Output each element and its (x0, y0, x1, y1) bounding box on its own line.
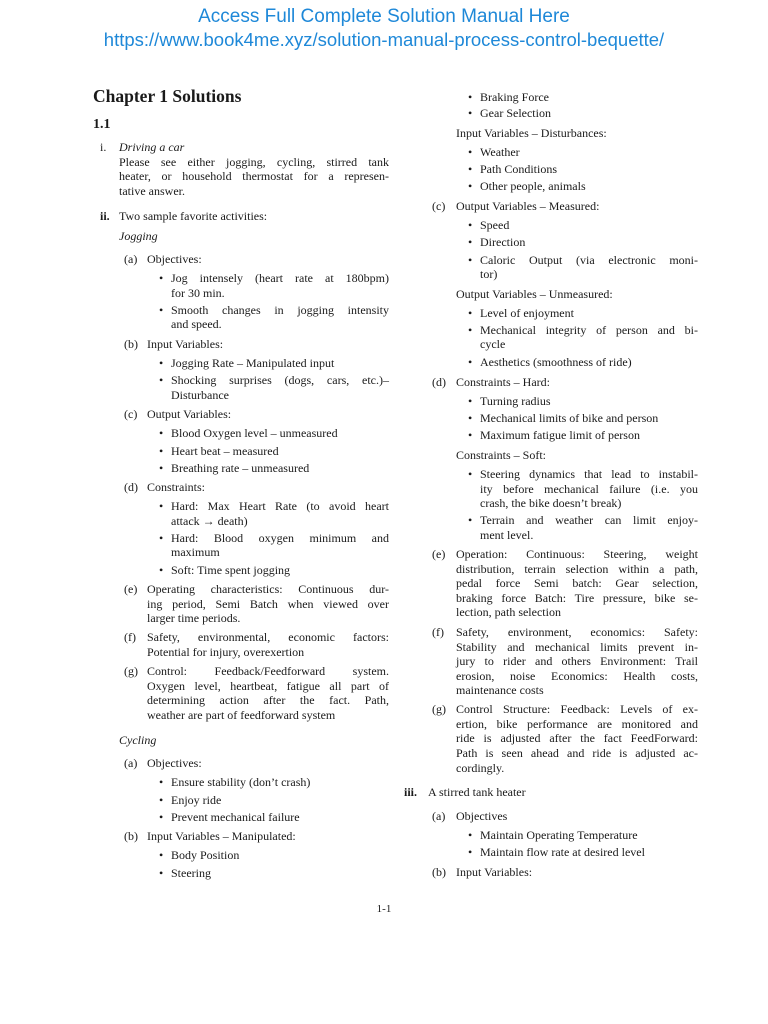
bullet-item: • Hard: Blood oxygen minimum and (171, 531, 389, 546)
list-marker: ii. (100, 209, 110, 223)
bullet-item: • Mechanical integrity of person and bi- (480, 323, 698, 338)
text-line: Please see either jogging, cycling, stirred tank (119, 155, 389, 169)
text-line: erosion, noise Economics: Health costs, (456, 669, 698, 683)
text-line: weather are part of feedforward system (147, 708, 336, 722)
text-line: Objectives: (147, 252, 202, 266)
bullet-item: • Steering (171, 866, 211, 881)
text-line: cordingly. (456, 761, 505, 775)
text-line: Operation: Continuous: Steering, weight (456, 547, 698, 561)
text-line: Control: Feedback/Feedforward system. (147, 664, 389, 678)
bullet-item: • Terrain and weather can limit enjoy- (480, 513, 698, 528)
banner-title[interactable]: Access Full Complete Solution Manual Here (198, 6, 570, 27)
text-line: Two sample favorite activities: (119, 209, 268, 223)
bullet-item: • Enjoy ride (171, 793, 221, 808)
text-line: Cycling (119, 733, 157, 747)
text-line: Input Variables: (456, 865, 533, 879)
text-line: Input Variables – Manipulated: (147, 829, 296, 843)
bullet-item: • Steering dynamics that lead to instabil- (480, 467, 698, 482)
bullet-item: • Ensure stability (don’t crash) (171, 775, 310, 790)
text-line: Path is seen ahead and ride is adjusted ac- (456, 746, 698, 760)
text-line: Stability and mechanical limits prevent in- (456, 640, 698, 654)
section-number: 1.1 (93, 117, 111, 132)
text-line: A stirred tank heater (428, 785, 526, 799)
text-line: determining action after the fact. Path, (147, 693, 389, 707)
list-marker: (c) (432, 199, 446, 213)
chapter-title: Chapter 1 Solutions (93, 86, 242, 106)
text-line: Potential for injury, overexertion (147, 645, 305, 659)
list-marker: (d) (124, 480, 138, 494)
list-marker: (g) (432, 702, 446, 716)
list-marker: (b) (124, 829, 138, 843)
text-line: jury to rider and others Environment: Trail (456, 654, 698, 668)
list-marker: (a) (124, 756, 138, 770)
bullet-item: • Shocking surprises (dogs, cars, etc.)– (171, 373, 389, 388)
text-line: Input Variables – Disturbances: (456, 126, 607, 140)
text-line: Objectives: (147, 756, 202, 770)
list-marker: iii. (404, 785, 418, 799)
bullet-item: • Hard: Max Heart Rate (to avoid heart (171, 499, 389, 514)
text-line: ing period, Semi Batch when viewed over (147, 597, 389, 611)
text-line: Safety, environmental, economic factors: (147, 630, 389, 644)
banner-url-link[interactable]: https://www.book4me.xyz/solution-manual-process-control-bequette/ (103, 29, 665, 50)
bullet-item: • Caloric Output (via electronic moni- (480, 253, 698, 268)
text-line: tor) (480, 267, 498, 281)
list-marker: (a) (124, 252, 138, 266)
page-number: 1-1 (376, 903, 392, 915)
text-line: tative answer. (119, 184, 185, 198)
text-line: ertion, bike performance are monitored and (456, 717, 698, 731)
bullet-item: • Speed (480, 218, 509, 233)
text-line: maintenance costs (456, 683, 544, 697)
text-line: for 30 min. (171, 286, 225, 300)
text-line: Input Variables: (147, 337, 224, 351)
bullet-item: • Blood Oxygen level – unmeasured (171, 426, 338, 441)
text-line: ity before mechanical failure (i.e. you (480, 482, 698, 496)
bullet-item: • Body Position (171, 848, 239, 863)
bullet-item: • Aesthetics (smoothness of ride) (480, 355, 632, 370)
bullet-item: • Maintain Operating Temperature (480, 828, 638, 843)
text-line: distribution, terrain selection within a path, (456, 562, 698, 576)
text-line: Output Variables – Unmeasured: (456, 287, 613, 301)
bullet-item: • Maximum fatigue limit of person (480, 428, 640, 443)
list-marker: (a) (432, 809, 446, 823)
bullet-item: • Prevent mechanical failure (171, 810, 300, 825)
list-marker: (b) (432, 865, 446, 879)
bullet-item: • Other people, animals (480, 179, 586, 194)
list-marker: (f) (124, 630, 136, 644)
bullet-item: • Direction (480, 235, 525, 250)
text-line: Jogging (119, 229, 158, 243)
bullet-item: • Turning radius (480, 394, 551, 409)
list-marker: (b) (124, 337, 138, 351)
bullet-item: • Path Conditions (480, 162, 557, 177)
list-marker: (f) (432, 625, 444, 639)
text-line: attack → death) (171, 514, 248, 528)
list-marker: (d) (432, 375, 446, 389)
text-line: pedal force Semi batch: Gear selection, (456, 576, 698, 590)
bullet-item: • Mechanical limits of bike and person (480, 411, 658, 426)
text-line: Objectives (456, 809, 508, 823)
list-marker: (e) (432, 547, 446, 561)
text-line: Disturbance (171, 388, 229, 402)
text-line: maximum (171, 545, 220, 559)
bullet-item: • Breathing rate – unmeasured (171, 461, 309, 476)
text-line: and speed. (171, 317, 222, 331)
text-line: heater, or household thermostat for a represen- (119, 169, 389, 183)
bullet-item: • Level of enjoyment (480, 306, 574, 321)
text-line: Output Variables: (147, 407, 232, 421)
bullet-item: • Weather (480, 145, 520, 160)
bullet-item: • Heart beat – measured (171, 444, 279, 459)
text-line: larger time periods. (147, 611, 241, 625)
list-marker: (c) (124, 407, 138, 421)
text-line: Constraints: (147, 480, 206, 494)
text-line: Control Structure: Feedback: Levels of ex- (456, 702, 698, 716)
text-line: ride is adjusted after the fact FeedForward: (456, 731, 698, 745)
text-line: crash, the bike doesn’t break) (480, 496, 622, 510)
list-marker: (e) (124, 582, 138, 596)
text-line: cycle (480, 337, 506, 351)
text-line: Oxygen level, heartbeat, fatigue all part of (147, 679, 389, 693)
text-line: Constraints – Hard: (456, 375, 550, 389)
text-line: ment level. (480, 528, 534, 542)
text-line: lection, path selection (456, 605, 561, 619)
text-line: braking force Batch: Tire pressure, bike se- (456, 591, 698, 605)
bullet-item: • Gear Selection (480, 106, 551, 121)
text-line: Driving a car (119, 140, 185, 154)
text-line: Output Variables – Measured: (456, 199, 600, 213)
text-line: Safety, environment, economics: Safety: (456, 625, 698, 639)
list-marker: (g) (124, 664, 138, 678)
bullet-item: • Soft: Time spent jogging (171, 563, 290, 578)
bullet-item: • Jogging Rate – Manipulated input (171, 356, 334, 371)
bullet-item: • Maintain flow rate at desired level (480, 845, 645, 860)
list-marker: i. (100, 140, 107, 154)
text-line: Operating characteristics: Continuous dur- (147, 582, 389, 596)
bullet-item: • Smooth changes in jogging intensity (171, 303, 389, 318)
bullet-item: • Braking Force (480, 90, 549, 105)
bullet-item: • Jog intensely (heart rate at 180bpm) (171, 271, 389, 286)
text-line: Constraints – Soft: (456, 448, 547, 462)
